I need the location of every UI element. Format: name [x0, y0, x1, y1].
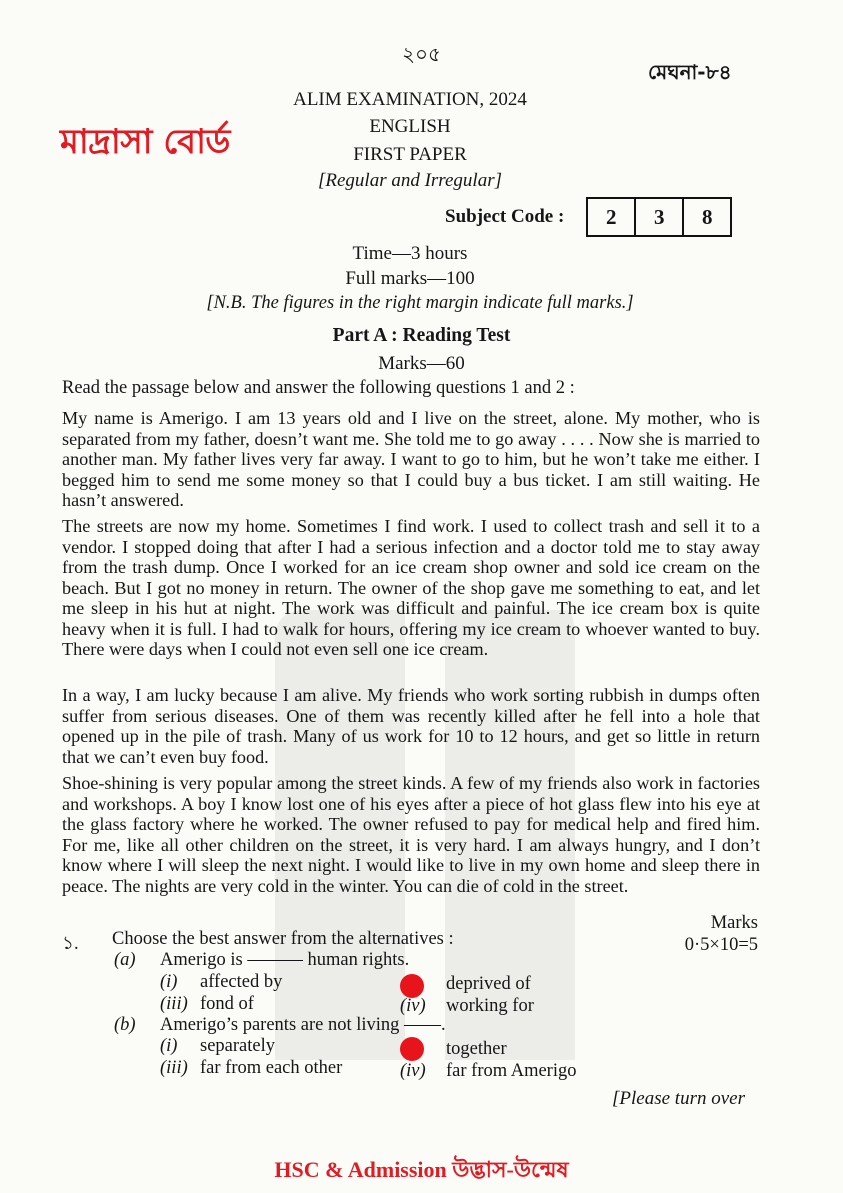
paper-title: FIRST PAPER [353, 144, 467, 165]
board-name: মাদ্রাসা বোর্ড [60, 122, 230, 162]
passage-paragraph: Shoe-shining is very popular among the street kinds. A few of my friends also work in factories and workshops. A boy I know lost one of his eyes after a piece of hot glass flew into his eye at the glass factory where he worked. The owner refused to pay for medical help and fired him. For me, like all other children on the street, it is very hard. I am always hungry, and I don’t know where I will sleep the next night. I would like to live in my own home and sleep there in peace. The nights are very cold in the winter. You can die of cold in the street. [62, 773, 760, 896]
question-item-stem: Amerigo is ——— human rights. [160, 950, 410, 970]
subject-title: ENGLISH [369, 116, 451, 137]
exam-time: Time—3 hours [352, 243, 468, 264]
paper-code: মেঘনা-৮৪ [648, 60, 732, 84]
option-b-iii: (iii) far from each other [160, 1058, 343, 1078]
question-number: ১. [62, 934, 79, 954]
question-item-label: (a) [114, 950, 136, 970]
option-a-i: (i) affected by [160, 972, 283, 992]
subject-code [445, 197, 732, 237]
question-instruction: Choose the best answer from the alternatives : [112, 929, 454, 949]
option-a-iii: (iii) fond of [160, 994, 254, 1014]
option-b-i: (i) separately [160, 1036, 275, 1056]
option-a-iv: (iv) working for [400, 996, 534, 1016]
subject-code-digit: 3 [636, 199, 684, 235]
turn-over-note: [Please turn over [612, 1088, 745, 1109]
question-marks-value: 0·5×10=5 [684, 935, 758, 955]
answer-mark [400, 1037, 424, 1061]
subject-code-label: Subject Code : [445, 206, 565, 227]
option-b-iv: (iv) far from Amerigo [400, 1061, 577, 1081]
question-marks-label: Marks [710, 913, 758, 933]
page-number: ২০৫ [402, 42, 441, 66]
passage-paragraph: The streets are now my home. Sometimes I find work. I used to collect trash and sell it to a vendor. I stopped doing that after I had a serious infection and a doctor told me to stay away from the trash dump. Once I worked for an ice cream shop owner and sold ice cream on the beach. But I got no money in return. The owner of the shop gave me something to eat, and let me sleep in his hut at night. The work was difficult and painful. The ice cream box is quite heavy when it is full. I had to walk for hours, offering my ice cream to whoever wanted to buy. There were days when I could not even sell one ice cream. [62, 516, 760, 659]
passage-paragraph: In a way, I am lucky because I am alive. My friends who work sorting rubbish in dumps often suffer from serious diseases. One of them was recently killed after he fell into a hole that opened up in the pile of trash. Many of us work for 10 to 12 hours, and get so little in return that we can’t even buy food. [62, 685, 760, 767]
exam-title: ALIM EXAMINATION, 2024 [293, 89, 527, 110]
exam-category: [Regular and Irregular] [317, 170, 503, 191]
footer-brand: HSC & Admission উদ্ভাস-উন্মেষ [274, 1157, 569, 1182]
full-marks: Full marks—100 [345, 268, 475, 289]
subject-code-boxes [586, 197, 732, 237]
reading-instruction: Read the passage below and answer the following questions 1 and 2 : [62, 378, 575, 398]
subject-code-digit: 2 [588, 199, 636, 235]
question-item-label: (b) [114, 1015, 136, 1035]
marks-note: [N.B. The figures in the right margin indicate full marks.] [206, 293, 634, 313]
part-a-title: Part A : Reading Test [332, 325, 511, 346]
option-a-ii: deprived of [446, 974, 531, 994]
part-a-marks: Marks—60 [378, 353, 465, 374]
answer-mark [400, 974, 424, 998]
subject-code-digit: 8 [702, 204, 713, 229]
option-b-ii: together [446, 1039, 507, 1059]
passage-paragraph: My name is Amerigo. I am 13 years old and I live on the street, alone. My mother, who is separated from my father, doesn’t want me. She told me to go away . . . . Now she is married to another man. My father lives very far away. I want to go to him, but he won’t take me either. I begged him to send me some money so that I could buy a bus ticket. I am still waiting. He hasn’t answered. [62, 408, 760, 510]
question-item-stem: Amerigo’s parents are not living ——. [160, 1015, 446, 1035]
